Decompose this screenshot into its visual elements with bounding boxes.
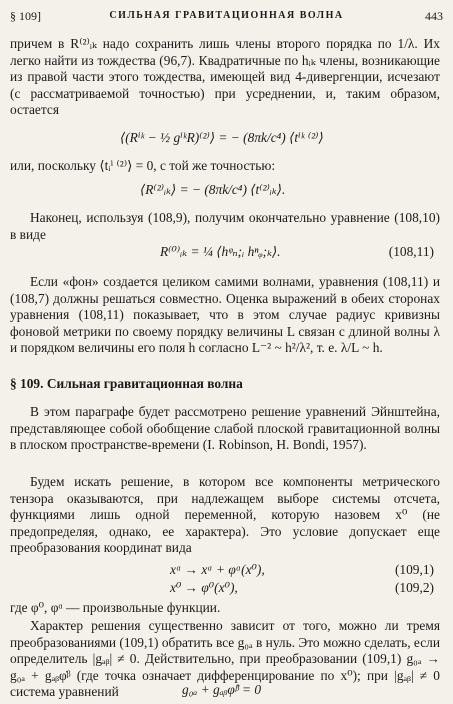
equation-number: (108,11) <box>388 244 434 259</box>
equation-text: ⟨(Rⁱᵏ − ½ gⁱᵏR)⁽²⁾⟩ = − (8πk/c⁴) ⟨tⁱᵏ ⁽²⁾⟩ <box>120 130 324 145</box>
equation-number: (109,1) <box>394 562 434 577</box>
header-title: СИЛЬНАЯ ГРАВИТАЦИОННАЯ ВОЛНА <box>109 10 344 21</box>
equation-text: x⁰ → φ⁰(x⁰), <box>170 580 238 595</box>
paragraph-8: Характер решения существенно зависит от того, можно ли тремя преобразованиями (109,1) обратить все g₀ₐ в нуль. Это можно сделать, если определитель |gₐᵦ| ≠ 0. Действительно, при преобразовании (109,1) g₀ₐ → g₀ₐ + gₐᵦφ̇ᵝ (где точка означает дифференцирование по x⁰); при |gₐᵦ| ≠ 0 система уравнений <box>10 618 440 700</box>
paragraph-1: причем в R⁽²⁾ᵢₖ надо сохранить лишь члены второго порядка по 1/λ. Их легко найти из тождества (96,7). Квадратичные по hᵢₖ члены, возникающие из правой части этого тождества, имеющей вид 4-дивергенции, исчезают (с рассматриваемой точностью) при усреднении, и, таким образом, остается <box>10 36 440 118</box>
paragraph-5: В этом параграфе будет рассмотрено решение уравнений Эйнштейна, представляющее собой обобщение слабой плоской гравитационной волны в плоском пространстве-времени (I. Robinson, H. Bondi, 1957). <box>10 404 440 453</box>
page-number: 443 <box>425 9 443 23</box>
paragraph-2: или, поскольку ⟨tᵢⁱ ⁽²⁾⟩ = 0, с той же точностью: <box>10 158 276 173</box>
paragraph-4: Если «фон» создается целиком самими волнами, уравнения (108,11) и (108,7) должны решаться совместно. Оценка выражений в обеих сторонах уравнения (108,11) показывает, что в этом случае радиус кривизны фоновой метрики по своему порядку величины L связан с длиной волны λ и порядком величины его поля h согласно L⁻² ~ h²/λ², т. е. λ/L ~ h. <box>10 274 440 356</box>
equation-text: xᵅ → xᵅ + φᵅ(x⁰), <box>170 562 265 577</box>
paragraph-3: Наконец, используя (108,9), получим окончательно уравнение (108,10) в виде <box>10 210 440 242</box>
equation-text: ⟨R⁽²⁾ᵢₖ⟩ = − (8πk/c⁴) ⟨t⁽²⁾ᵢₖ⟩. <box>140 182 286 197</box>
equation-number: (109,2) <box>394 580 434 595</box>
equation-text: R⁽⁰⁾ᵢₖ = ¼ ⟨hᵠₙ;ᵢ hⁿᵩ;ₖ⟩. <box>160 244 281 259</box>
running-header <box>10 8 443 24</box>
header-section-ref: § 109] <box>10 9 41 23</box>
equation-text: g₀ₐ + gₐᵦφ̇ᵝ = 0 <box>182 682 262 697</box>
paragraph-7: где φ⁰, φᵅ — произвольные функции. <box>10 600 221 615</box>
section-heading: § 109. Сильная гравитационная волна <box>10 376 243 391</box>
paragraph-6: Будем искать решение, в котором все компоненты метрического тензора оказываются, при надлежащем выборе системы отсчета, функциями лишь одной переменной, которую назовем x⁰ (не предопределяя, однако, ее характера). Это условие допускает еще преобразования координат вида <box>10 474 440 556</box>
